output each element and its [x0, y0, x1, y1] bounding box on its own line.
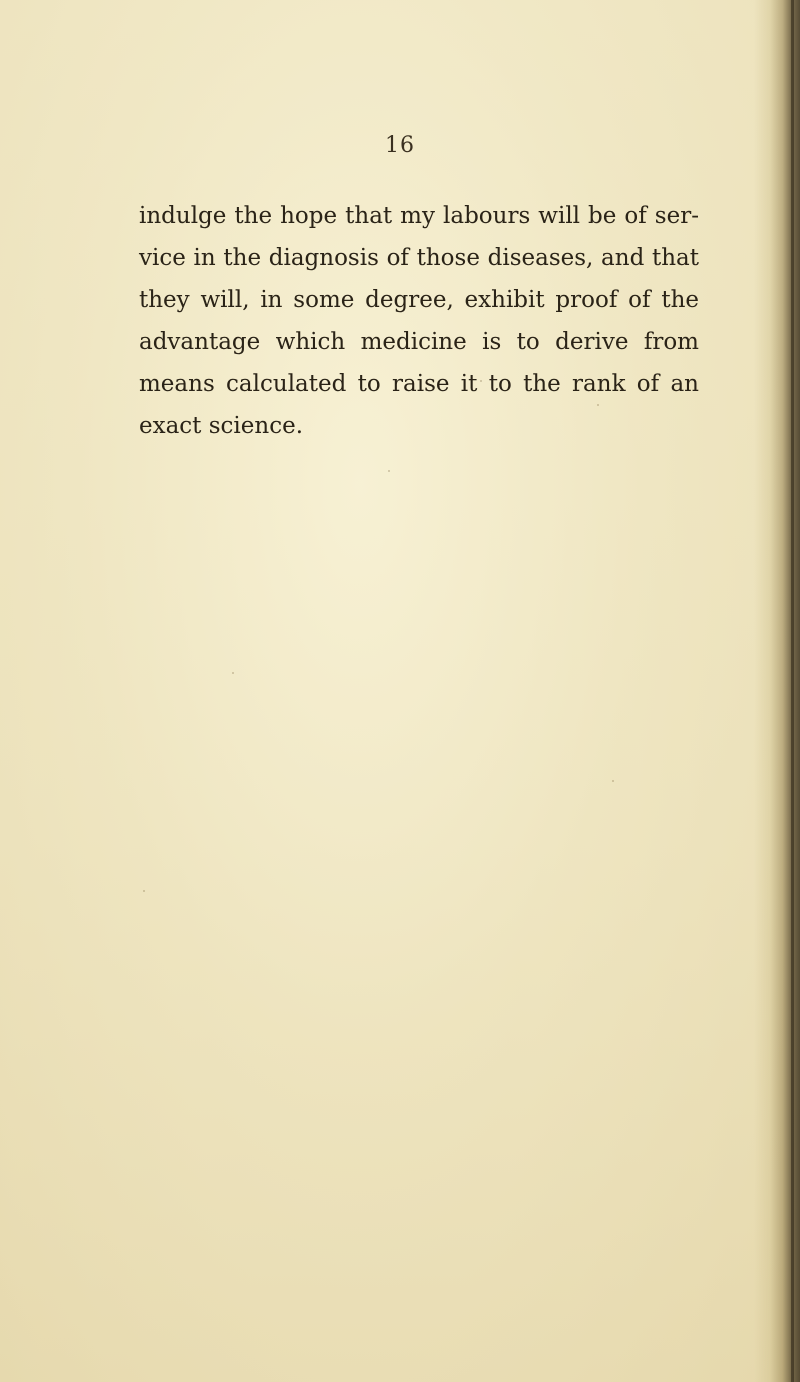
text-line: indulge the hope that my labours will be of ser-	[139, 203, 699, 229]
binding-edge	[791, 0, 794, 1382]
text-line: vice in the diagnosis of those diseases, and that	[139, 245, 699, 271]
text-line: exact science.	[139, 413, 303, 439]
text-line: advantage which medicine is to derive from	[139, 329, 699, 355]
page-number: 16	[385, 133, 415, 158]
text-line: means calculated to raise it to the rank of an	[139, 371, 699, 397]
body-paragraph	[139, 195, 699, 447]
text-line: they will, in some degree, exhibit proof of the	[139, 287, 699, 313]
